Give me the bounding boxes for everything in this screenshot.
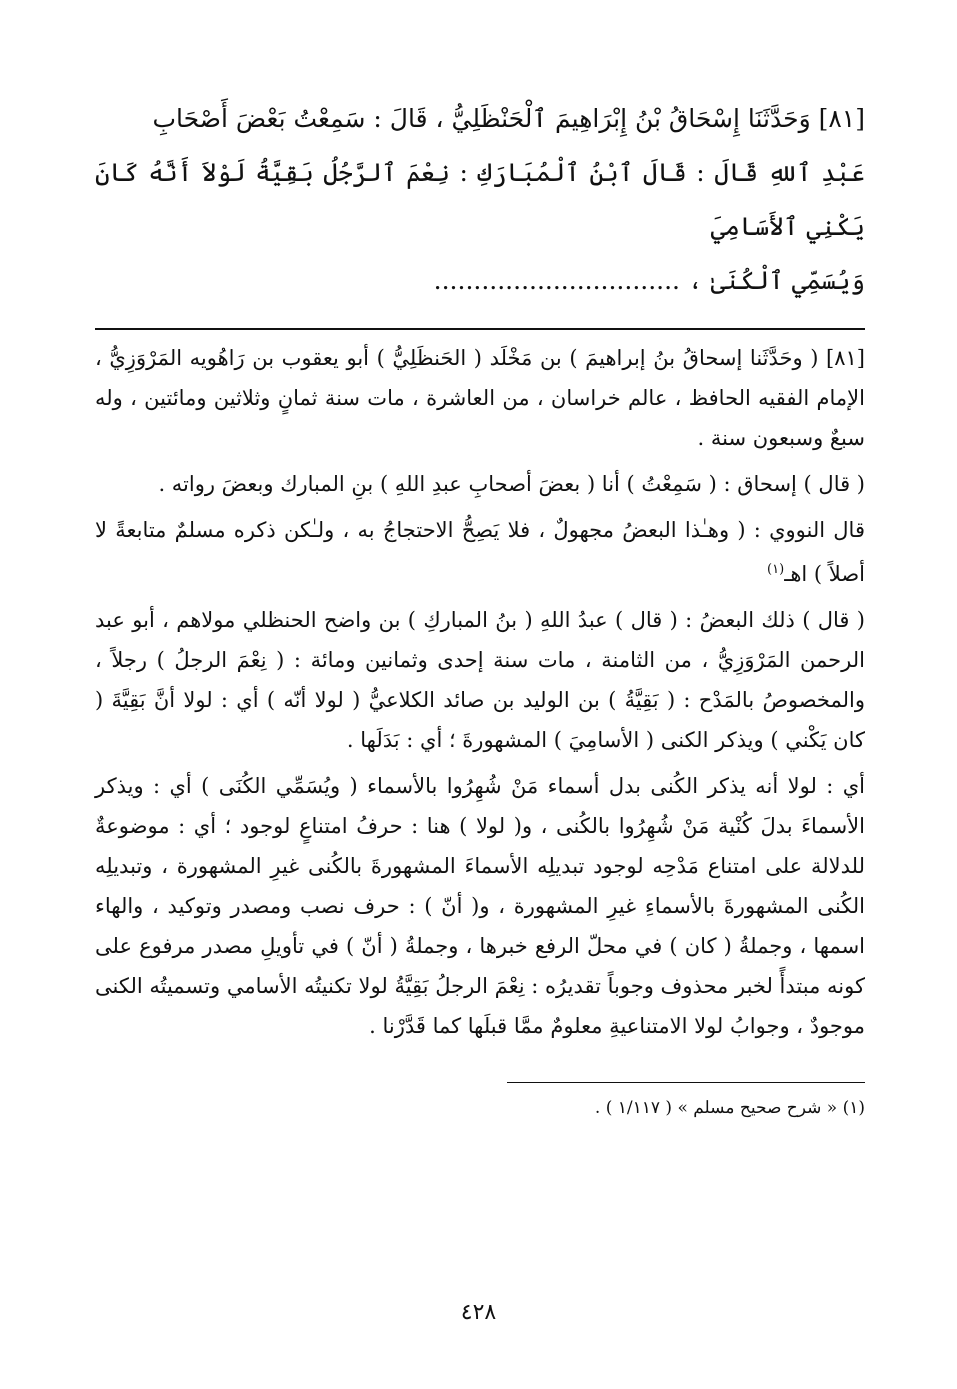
page-number: ٤٢٨ [460,1300,497,1325]
commentary-text-5: أي : لولا أنه يذكر الكُنى بدل أسماء مَنْ شُهِرُوا بالأسماء ( ويُسَمِّي الكُنَى ) أي : ويذكر الأسماءَ بدلَ كُنْية مَنْ شُهِرُوا بالكُنى ، و( لولا ) هنا : حرفُ امتناعٍ لوجود ؛ أي : موضوعةٌ للدلالة على امتناع مَدْحِه لوجود تبديلِه الأسماءَ المشهورةَ بالكُنى غيرِ المشهورة ، وتبديلِه الكُنى المشهورةَ بالأسماءِ غيرِ المشهورة ، و( أنّ ) : حرف نصب ومصدر وتوكيد ، والهاء اسمها ، وجملةُ ( كان ) في محلّ الرفع خبرها ، وجملةُ ( أنّ ) في تأويلِ مصدر مرفوع على كونه مبتدأً لخبر محذوف وجوباً تقديرُه : نِعْمَ الرجلُ بَقِيَّةُ لولا تكنيتُه الأسامي وتسميتُه الكنى موجودٌ ، وجوابُ لولا الامتناعيةِ معلومٌ ممَّا قبلَها كما قَدَّرْنا . [95,774,865,1038]
commentary-paragraph-4 [95,600,865,760]
footnote: (١) « شرح صحيح مسلم » ( ١/١١٧ ) . [594,1098,865,1118]
commentary-paragraph-2 [95,464,865,504]
footnote-reference: (١) [767,562,785,577]
commentary-text-2: ( قال ) إسحاق : ( سَمِعْتُ ) أنا ( بعضَ أصحابِ عبدِ اللهِ ) بنِ المبارك وبعضَ رواته . [158,472,865,496]
commentary-text-3 [95,510,865,594]
hadith-line-2: عَبْدِ ٱللهِ قَالَ : قَالَ ٱبْنُ ٱلْمُبَارَكِ : نِعْمَ ٱلرَّجُلُ بَقِيَّةُ لَوْلاَ أَنَّهُ كَانَ يَكْنِي ٱلأَسَامِيَ [95,158,865,241]
section-divider [95,328,865,330]
page-body [95,92,865,1123]
footnote-divider [507,1082,865,1083]
hadith-line-3-text: وَيُسَمِّي ٱلْكُنَىٰ ، [687,266,865,295]
hadith-line-1: [٨١] وَحَدَّثَنَا إِسْحَاقُ بْنُ إِبْرَاهِيمَ ٱلْحَنْظَلِيُّ ، قَالَ : سَمِعْتُ بَعْضَ أَصْحَابِ [152,104,865,133]
commentary-paragraph-5 [95,766,865,1046]
commentary-paragraph-1 [95,338,865,458]
commentary-text-4: ( قال ) ذلك البعضُ : ( قال ) عبدُ اللهِ ( بنُ المباركِ ) بن واضح الحنظلي مولاهم ، أبو عبد الرحمن المَرْوَزِيُّ ، من الثامنة ، مات سنة إحدى وثمانين ومائة : ( نِعْمَ الرجلُ ) رجلاً ، والمخصوصُ بالمَدْح : ( بَقِيَّةُ ) بن الوليد بن صائد الكلاعيُّ ( لولا أنّه ) أي : لولا أنَّ بَقِيَّةَ ( كان يَكْني ) ويذكر الكنى ( الأسامِيَ ) المشهورةَ ؛ أي : بَدَلَها . [95,608,865,752]
hadith-text [95,92,865,308]
commentary-text-3-body: قال النووي : ( وهـٰذا البعضُ مجهولٌ ، فلا يَصِحُّ الاحتجاجُ به ، ولـٰكن ذكره مسلمٌ متابعةً لا أصلاً ) اهـ [95,518,865,586]
hadith-line-3 [95,254,865,308]
dotted-leader: ............................... [433,266,681,295]
commentary-paragraph-3 [95,510,865,594]
commentary-text-1: [٨١] ( وحَدَّثَنا إسحاقُ بنُ إبراهيمَ ) بن مَخْلَد ( الحَنظَلِيُّ ) أبو يعقوب بن رَاهُويه المَرْوَزِيُّ ، الإمام الفقيه الحافظ ، عالم خراسان ، من العاشرة ، مات سنة ثمانٍ وثلاثين ومائتين ، وله سبعٌ وسبعون سنة . [95,346,865,450]
